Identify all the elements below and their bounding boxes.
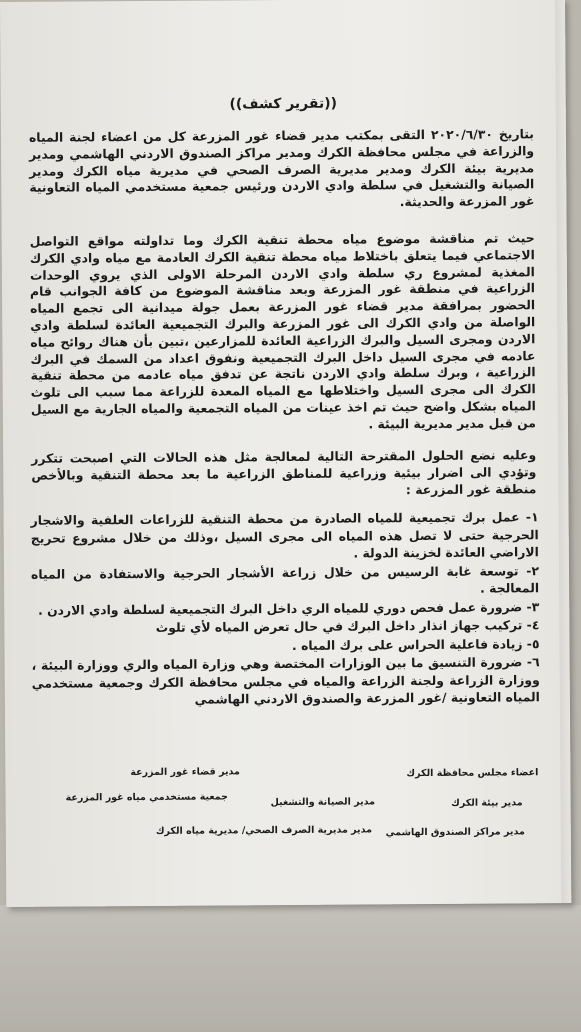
page-edge-shadow xyxy=(555,0,571,903)
meeting-paragraph: بتاريخ ٢٠٢٠/٦/٣٠ التقى بمكتب مدير قضاء غور المزرعة كل من اعضاء لجنة المياه والزراعة في مجلس محافظة الكرك ومدير مراكز الصندوق الاردني الهاشمي ومدير مديرية بيئة الكرك ومدير مديرية الصرف الصحي في مديرية مياه الكرك ومدير الصيانة والتشغيل في سلطة وادي الاردن ورئيس جمعية مستخدمي المياه التعاونية غور المزرعة والحديثة. xyxy=(28,126,535,210)
solution-item: ٢- توسعة غابة الرسيس من خلال زراعة الأشجار الحرجية والاستفادة من المياه المعالجة . xyxy=(30,562,540,596)
signatory-hashemi-fund: مدير مراكز الصندوق الهاشمي xyxy=(385,826,525,839)
background-surface xyxy=(0,905,581,1032)
solution-item: ١- عمل برك تجميعية للمياه الصادرة من محطة التنقية للزراعات العلفية والاشجار الحرجية حتى لا تصل هذه المياه الى مجرى السيل ،وذلك من خلال مشروع تحريج الاراضي العائدة لخزينة الدولة . xyxy=(30,509,539,561)
signatory-ghor-mazraa-director: مدير قضاء غور المزرعة xyxy=(130,766,240,779)
signatory-karak-environment: مدير بيئة الكرك xyxy=(451,797,523,809)
solution-item: ٦- ضرورة التنسيق ما بين الوزارات المختصة وهي وزارة المياه والري ووزارة البيئة ، ووزارة الزراعة ولجنة الزراعة والمياه في مجلس محافظة الكرك وجمعية مستخدمي المياه التعاونية /غور المزرعة والصندوق الاردني الهاشمي xyxy=(31,654,540,707)
signatory-council-members: اعضاء مجلس محافظة الكرك xyxy=(406,767,539,780)
solution-item: ٥- زيادة فاعلية الحراس على برك المياه . xyxy=(291,635,540,653)
signatory-water-users-association: جمعية مستخدمي مياه غور المزرعة xyxy=(65,791,228,804)
discussion-paragraph: حيث تم مناقشة موضوع مياه محطة تنقية الكرك وما تداولته مواقع التواصل الاجتماعي فيما يتعلق باختلاط مياه محطة تنقية الكرك العادمة مع مياه وادي الكرك المغذية لمشروع ري سلطة وادي الاردن المرحلة الاولى الذي يروي الوحدات الزراعية في منطقة غور المزرعة وبعد مناقشة الموضوع من كافة الجوانب قام الحضور بمرافقة مدير قضاء غور المزرعة بعمل جولة ميدانية الى تجمع المياه الواصلة من وادي الكرك الى غور المزرعة والبرك التجميعية العائدة لسلطة وادي الاردن ومجرى السيل والبرك الزراعية العائدة للمزارعين ،تبين بأن هناك روائح مياه عادمه في مجرى السيل داخل البرك التجميعية ونفوق اعداد من السمك في البرك الزراعية ، وبرك سلطة وادي الاردن ناتجة عن تدفق مياه عادمه من محطة تنقية الكرك الى مجرى السيل واختلاطها مع المياه المعدة للزراعة مما سبب الى تلوث المياه بشكل واضح حيث تم اخذ عينات من المياه التجمعية والمياه الجارية مع السيل من قبل مدير مديرية البيئة . xyxy=(29,230,537,432)
document-title: ((تقرير كشف)) xyxy=(229,95,338,113)
proposed-solutions-list xyxy=(31,508,540,710)
signatory-maintenance-director: مدير الصيانة والتشغيل xyxy=(270,796,376,809)
solution-item: ٣- ضرورة عمل فحص دوري للمياه الري داخل البرك التجميعية لسلطة وادي الاردن . xyxy=(37,598,540,618)
solution-item: ٤- تركيب جهاز انذار داخل البرك في حال تعرض المياه لأي تلوث xyxy=(155,617,540,635)
proposals-intro-paragraph: وعليه نضع الحلول المقترحة التالية لمعالجة مثل هذه الحالات التي اصبحت تتكرر وتؤدي الى اضرار بيئية وزراعية للمناطق الزراعية ما بعد محطة التنقية وبالأخص منطقة غور المزرعة : xyxy=(31,447,537,497)
signatory-sewage-director: مدير مديرية الصرف الصحي/ مديرية مياه الكرك xyxy=(155,824,373,837)
